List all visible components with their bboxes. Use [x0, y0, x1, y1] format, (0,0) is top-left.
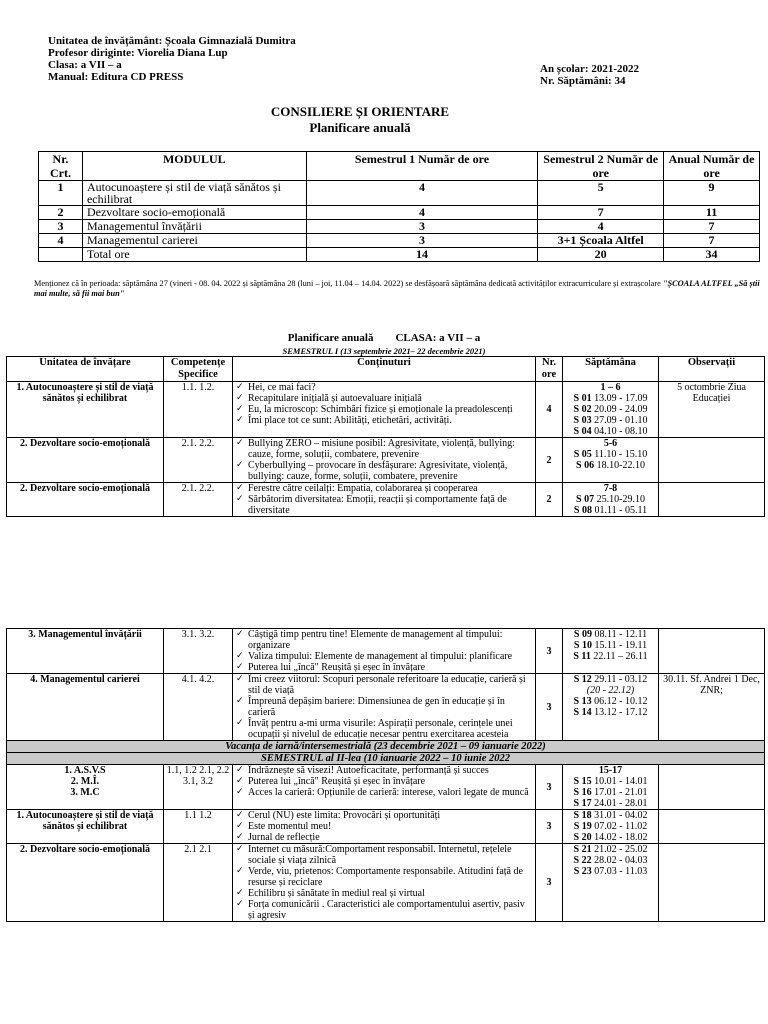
plan-row	[7, 483, 765, 517]
plan-unit: 3. Managementul învățării	[7, 629, 164, 674]
summary-s1: 3	[306, 234, 538, 248]
plan-weeks	[563, 674, 659, 741]
summary-s1: 4	[306, 206, 538, 220]
plan-content-item: ✓ Îmi place tot ce sunt: Abilități, etichetări, activități.	[235, 415, 533, 426]
summary-modul: Dezvoltare socio-emoțională	[82, 206, 306, 220]
plan-content-item: ✓ Hei, ce mai faci?	[235, 382, 533, 393]
plan-week-dates: 04.10 - 08.10	[594, 426, 648, 437]
plan-week-dates: 10.01 - 14.01	[594, 776, 648, 787]
plan-observations	[659, 438, 765, 483]
plan-unit: 1. Autocunoaștere și stil de viață sănătos și echilibrat	[7, 810, 164, 844]
plan-content-list	[235, 629, 533, 673]
plan-hours: 3	[536, 629, 563, 674]
plan-header-week: Săptămâna	[563, 357, 659, 382]
plan-competences: 2.1. 2.2.	[164, 483, 233, 517]
header-left	[48, 35, 296, 83]
summary-modul: Managementul carierei	[82, 234, 306, 248]
summary-header-row	[39, 152, 760, 181]
plan-week-dates: 31.01 - 04.02	[594, 810, 648, 821]
plan-subtitle: SEMESTRUL I (13 septembrie 2021– 22 decembrie 2021)	[282, 346, 486, 356]
plan-content-item: ✓ Echilibru și sănătate în mediul real și virtual	[235, 888, 533, 899]
plan-week-line	[565, 855, 656, 866]
plan-week-line	[565, 460, 656, 471]
summary-s2: 5	[538, 181, 664, 206]
plan-observations: 5 octombrie Ziua Educației	[659, 382, 765, 438]
plan-week-line	[565, 776, 656, 787]
plan-week-number: S 11	[573, 651, 591, 662]
plan-week-dates: 07.03 - 11.03	[594, 866, 648, 877]
plan-unit: 4. Managementul carierei	[7, 674, 164, 741]
plan-week-number: S 18	[573, 810, 592, 821]
plan-week-dates: 20.09 - 24.09	[594, 404, 648, 415]
plan-week-number: S 22	[573, 855, 592, 866]
plan-contents	[233, 629, 536, 674]
plan-week-number: S 03	[573, 415, 592, 426]
summary-anual: 7	[664, 220, 760, 234]
plan-week-number: S 01	[573, 393, 592, 404]
summary-row	[39, 206, 760, 220]
summary-anual: 9	[664, 181, 760, 206]
summary-s2: 7	[538, 206, 664, 220]
plan-unit: 2. Dezvoltare socio-emoțională	[7, 438, 164, 483]
class-name: Clasa: a VII – a	[48, 59, 122, 71]
plan-week-dates: 11.10 - 15.10	[594, 449, 648, 460]
summary-row	[39, 220, 760, 234]
school-name: Unitatea de învățământ: Școala Gimnazială Dumitra	[48, 35, 296, 47]
plan-observations	[659, 844, 765, 922]
plan-observations	[659, 765, 765, 810]
plan-observations	[659, 483, 765, 517]
plan-week-number: S 21	[573, 844, 592, 855]
school-year: An școlar: 2021-2022	[540, 63, 639, 75]
document-subtitle: Planificare anuală	[309, 120, 411, 135]
vacation-row	[7, 741, 765, 753]
plan-contents	[233, 483, 536, 517]
plan-weeks	[563, 765, 659, 810]
plan-competences: 1.1, 1.2 2.1, 2.2 3.1, 3.2	[164, 765, 233, 810]
plan-week-line	[565, 651, 656, 662]
summary-modul: Managementul învățării	[82, 220, 306, 234]
plan-week-dates: 13.09 - 17.09	[594, 393, 648, 404]
plan-week-range: 15-17	[598, 765, 623, 776]
plan-table-part1	[6, 356, 765, 517]
plan-competences: 2.1. 2.2.	[164, 438, 233, 483]
plan-content-item: ✓ Este momentul meu!	[235, 821, 533, 832]
plan-observations	[659, 629, 765, 674]
plan-header-obs: Observații	[659, 357, 765, 382]
plan-week-dates: 27.09 - 01.10	[594, 415, 648, 426]
plan-weeks	[563, 483, 659, 517]
summary-header-modul: MODULUL	[82, 152, 306, 181]
summary-row	[39, 234, 760, 248]
plan-week-line	[565, 404, 656, 415]
week-count: Nr. Săptămâni: 34	[540, 75, 626, 87]
plan-content-list	[235, 438, 533, 482]
plan-week-line	[565, 810, 656, 821]
plan-content-item: ✓ Îmi creez viitorul: Scopuri personale referitoare la educație, carieră și stil de viață	[235, 674, 533, 696]
manual-name: Manual: Editura CD PRESS	[48, 71, 184, 83]
summary-s2: 4	[538, 220, 664, 234]
plan-content-item: ✓ Împreună depășim bariere: Dimensiunea de gen în educație și în carieră	[235, 696, 533, 718]
plan-week-line	[565, 505, 656, 516]
plan-week-range: 7-8	[603, 483, 618, 494]
plan-unit-line: 1. A.S.V.S	[64, 765, 106, 776]
teacher-name: Profesor diriginte: Viorelia Diana Lup	[48, 47, 228, 59]
plan-week-range: 5-6	[603, 438, 618, 449]
plan-hours: 2	[536, 483, 563, 517]
plan-week-line	[565, 821, 656, 832]
summary-total-label: Total ore	[82, 248, 306, 262]
document-title: CONSILIERE ȘI ORIENTARE	[270, 104, 450, 119]
plan-week-line	[565, 866, 656, 877]
plan-weeks	[563, 629, 659, 674]
plan-week-dates: 25.10-29.10	[596, 494, 645, 505]
summary-nr: 2	[39, 206, 83, 220]
plan-week-number: S 16	[573, 787, 592, 798]
plan-title: Planificare anuală CLASA: a VII – a	[287, 332, 481, 344]
plan-week-dates: 17.01 - 21.01	[594, 787, 648, 798]
plan-competences: 1.1 1.2	[164, 810, 233, 844]
plan-week-dates: 24.01 - 28.01	[594, 798, 648, 809]
plan-header-row	[7, 357, 765, 382]
header-right	[540, 63, 639, 87]
plan-body-c	[7, 765, 765, 922]
footnote-text: Menționez că în perioada: săptămâna 27 (vineri - 08. 04. 2022 și săptămâna 28 (luni – joi, 11.04 – 14.04. 2022) se desfășoară săptămâna dedicată activităților extracurriculare și extrașcolare	[34, 279, 661, 288]
plan-week-dates: 28.02 - 04.03	[594, 855, 648, 866]
plan-content-item: ✓ Internet cu măsură:Comportament responsabil. Internetul, rețelele sociale și viața zilnică	[235, 844, 533, 866]
plan-week-number: S 04	[573, 426, 592, 437]
plan-content-item: ✓ Bullying ZERO – misiune posibil: Agresivitate, violență, bullying: cauze, forme, soluții, combatere, prevenire	[235, 438, 533, 460]
plan-week-number: S 19	[573, 821, 592, 832]
plan-week-dates: 29.11 - 03.12	[594, 674, 648, 685]
plan-week-line	[565, 787, 656, 798]
plan-row	[7, 810, 765, 844]
plan-content-item: ✓ Îndrăznește să visezi! Autoeficacitate, performanță și succes	[235, 765, 533, 776]
plan-header-ore: Nr. ore	[536, 357, 563, 382]
plan-content-item: ✓ Câștigă timp pentru tine! Elemente de management al timpului: organizare	[235, 629, 533, 651]
plan-week-dates: 15.11 - 19.11	[594, 640, 648, 651]
plan-hours: 3	[536, 674, 563, 741]
plan-week-number: S 09	[573, 629, 592, 640]
plan-hours: 3	[536, 844, 563, 922]
plan-unit	[7, 765, 164, 810]
plan-weeks	[563, 438, 659, 483]
plan-week-line	[565, 844, 656, 855]
plan-content-item: ✓ Verde, viu, prietenos: Comportamente responsabile. Atitudini față de resurse și reciclare	[235, 866, 533, 888]
plan-contents	[233, 844, 536, 922]
plan-content-item: ✓ Forța comunicării . Caracteristici ale comportamentului asertiv, pasiv și agresiv	[235, 899, 533, 921]
plan-content-list	[235, 765, 533, 798]
plan-row	[7, 674, 765, 741]
footnote-emphasis: "ȘCOALA ALTFEL „Să știi mai multe, să fii mai bun"	[34, 279, 760, 298]
plan-week-extra: (20 - 22.12)	[586, 685, 635, 696]
plan-table-part2	[6, 628, 765, 922]
plan-week-dates: 06.12 - 10.12	[594, 696, 648, 707]
plan-content-item: ✓ Recapitulare inițială și autoevaluare inițială	[235, 393, 533, 404]
plan-week-dates: 08.11 - 12.11	[594, 629, 648, 640]
summary-total-s2: 20	[538, 248, 664, 262]
plan-week-dates: 18.10-22.10	[596, 460, 645, 471]
plan-week-dates: 01.11 - 05.11	[594, 505, 648, 516]
plan-competences: 1.1. 1.2.	[164, 382, 233, 438]
summary-header-nr: Nr. Crt.	[39, 152, 83, 181]
plan-content-item: ✓ Ferestre către ceilalți: Empatia, colaborarea și cooperarea	[235, 483, 533, 494]
plan-row	[7, 438, 765, 483]
plan-content-item: ✓ Cerul (NU) este limita: Provocări și oportunități	[235, 810, 533, 821]
summary-header-sem2: Semestrul 2 Număr de ore	[538, 152, 664, 181]
plan-weeks	[563, 382, 659, 438]
plan-unit: 1. Autocunoaștere și stil de viață sănătos și echilibrat	[7, 382, 164, 438]
plan-week-number: S 02	[573, 404, 592, 415]
plan-week-dates: 22.11 – 26.11	[593, 651, 648, 662]
plan-week-line	[565, 393, 656, 404]
summary-s1: 3	[306, 220, 538, 234]
plan-content-item: ✓ Puterea lui „încă" Reușită și eșec în învățare	[235, 776, 533, 787]
plan-hours: 3	[536, 765, 563, 810]
plan-week-line	[565, 640, 656, 651]
plan-header-content: Conținuturi	[233, 357, 536, 382]
plan-hours: 4	[536, 382, 563, 438]
plan-week-number: S 23	[573, 866, 592, 877]
summary-s1: 4	[306, 181, 538, 206]
plan-content-list	[235, 810, 533, 843]
plan-week-line	[565, 798, 656, 809]
plan-contents	[233, 438, 536, 483]
plan-contents	[233, 810, 536, 844]
plan-weeks	[563, 810, 659, 844]
plan-week-number: S 12	[573, 674, 592, 685]
plan-content-item: ✓ Jurnal de reflecție	[235, 832, 533, 843]
plan-week-line	[565, 674, 656, 685]
summary-row	[39, 181, 760, 206]
plan-week-number: S 13	[573, 696, 592, 707]
plan-week-line	[565, 696, 656, 707]
plan-header-comp: Competențe Specifice	[164, 357, 233, 382]
semester2-label: SEMESTRUL al II-lea (10 ianuarie 2022 – 10 iunie 2022	[7, 753, 765, 765]
plan-competences: 3.1. 3.2.	[164, 629, 233, 674]
plan-hours: 2	[536, 438, 563, 483]
plan-unit-line: 2. M.Î.	[70, 776, 100, 787]
plan-hours: 3	[536, 810, 563, 844]
plan-observations	[659, 810, 765, 844]
plan-week-dates: 07.02 - 11.02	[594, 821, 648, 832]
plan-body-a	[7, 382, 765, 517]
plan-contents	[233, 765, 536, 810]
vacation-label: Vacanța de iarnă/intersemestrială (23 decembrie 2021 – 09 ianuarie 2022)	[7, 741, 765, 753]
plan-week-line	[565, 415, 656, 426]
plan-week-range: 1 – 6	[600, 382, 621, 393]
summary-total-s1: 14	[306, 248, 538, 262]
summary-s2: 3+1 Școala Altfel	[538, 234, 664, 248]
plan-week-line	[565, 426, 656, 437]
plan-unit: 2. Dezvoltare socio-emoțională	[7, 844, 164, 922]
footnote	[34, 279, 762, 299]
plan-week-number: S 06	[576, 460, 595, 471]
plan-row	[7, 765, 765, 810]
plan-content-item: ✓ Acces la carieră: Opțiunile de carieră: interese, valori legate de muncă	[235, 787, 533, 798]
plan-week-dates: 21.02 - 25.02	[594, 844, 648, 855]
plan-content-item: ✓ Eu, la microscop: Schimbări fizice și emoționale la preadolescenți	[235, 404, 533, 415]
plan-week-number: S 17	[573, 798, 592, 809]
plan-content-item: ✓ Puterea lui „încă" Reușită și eșec în învățare	[235, 662, 533, 673]
plan-week-line	[565, 629, 656, 640]
plan-observations: 30.11. Sf. Andrei 1 Dec, ZNR;	[659, 674, 765, 741]
plan-contents	[233, 674, 536, 741]
plan-week-number: S 14	[573, 707, 592, 718]
plan-content-item: ✓ Cyberbullying – provocare în desfășurare: Agresivitate, violență, bullying: cauze, forme, soluții, combatere, prevenire	[235, 460, 533, 482]
summary-header-anual: Anual Număr de ore	[664, 152, 760, 181]
summary-total-row	[39, 248, 760, 262]
plan-competences: 4.1. 4.2.	[164, 674, 233, 741]
summary-nr: 3	[39, 220, 83, 234]
plan-row	[7, 844, 765, 922]
plan-week-number: S 10	[573, 640, 592, 651]
plan-week-dates: 13.12 - 17.12	[594, 707, 648, 718]
summary-nr: 4	[39, 234, 83, 248]
plan-week-dates: 14.02 - 18.02	[594, 832, 648, 843]
plan-week-number: S 20	[573, 832, 592, 843]
plan-week-number: S 07	[576, 494, 595, 505]
summary-anual: 11	[664, 206, 760, 220]
plan-unit-line: 3. M.C	[70, 787, 100, 798]
plan-row	[7, 629, 765, 674]
summary-header-sem1: Semestrul 1 Număr de ore	[306, 152, 538, 181]
plan-week-line	[565, 832, 656, 843]
plan-weeks	[563, 844, 659, 922]
summary-table	[38, 151, 760, 262]
plan-content-list	[235, 483, 533, 516]
plan-unit: 2. Dezvoltare socio-emoțională	[7, 483, 164, 517]
plan-week-line	[565, 707, 656, 718]
semester2-row	[7, 753, 765, 765]
plan-header-unit: Unitatea de învățare	[7, 357, 164, 382]
summary-anual: 7	[664, 234, 760, 248]
summary-total-anual: 34	[664, 248, 760, 262]
plan-content-list	[235, 674, 533, 740]
plan-content-list	[235, 844, 533, 921]
summary-modul: Autocunoaștere și stil de viață sănătos și echilibrat	[82, 181, 306, 206]
plan-competences: 2.1 2.1	[164, 844, 233, 922]
plan-contents	[233, 382, 536, 438]
plan-content-item: ✓ Învăț pentru a-mi urma visurile: Aspirații personale, cerințele unei ocupații și nivelul de educație necesar pentru exercitarea acesteia	[235, 718, 533, 740]
plan-week-line	[565, 494, 656, 505]
summary-nr: 1	[39, 181, 83, 206]
plan-content-item: ✓ Sărbătorim diversitatea: Emoții, reacții și comportamente față de diversitate	[235, 494, 533, 516]
plan-week-number: S 08	[573, 505, 592, 516]
plan-row	[7, 382, 765, 438]
plan-content-item: ✓ Valiza timpului: Elemente de management al timpului: planificare	[235, 651, 533, 662]
plan-week-line	[565, 449, 656, 460]
plan-week-number: S 05	[573, 449, 592, 460]
plan-body-b	[7, 629, 765, 741]
plan-content-list	[235, 382, 533, 426]
plan-week-number: S 15	[573, 776, 592, 787]
